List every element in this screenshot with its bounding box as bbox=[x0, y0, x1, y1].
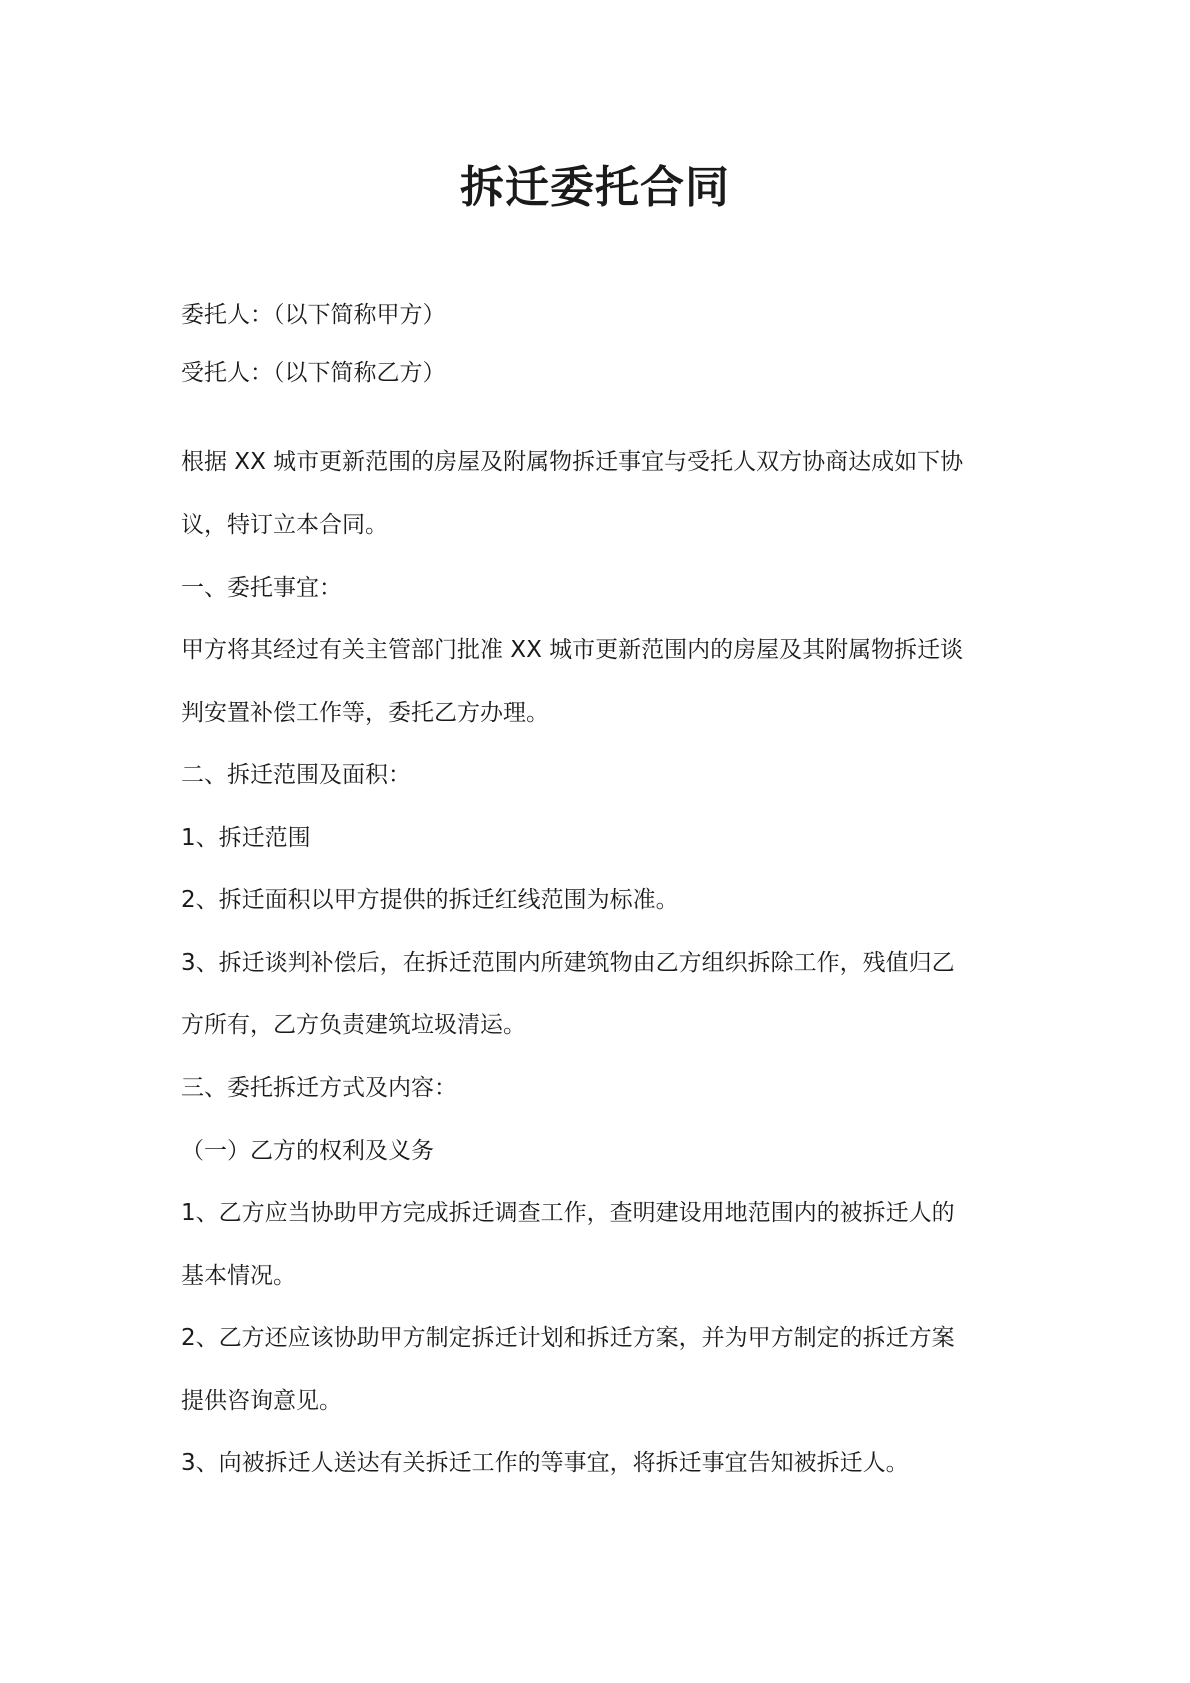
section-1-line-2: 判安置补偿工作等，委托乙方办理。 bbox=[181, 700, 549, 726]
section-heading-3: 三、委托拆迁方式及内容： bbox=[181, 1075, 457, 1101]
section-3-item-2-line-1: 2、乙方还应该协助甲方制定拆迁计划和拆迁方案，并为甲方制定的拆迁方案 bbox=[181, 1325, 955, 1351]
section-3-item-2-line-2: 提供咨询意见。 bbox=[181, 1388, 342, 1414]
principal-line: 委托人：（以下简称甲方） bbox=[181, 302, 446, 328]
section-3-item-1-line-2: 基本情况。 bbox=[181, 1263, 296, 1289]
document-title: 拆迁委托合同 bbox=[460, 162, 730, 213]
subsection-heading: （一）乙方的权利及义务 bbox=[181, 1138, 434, 1164]
agent-line: 受托人：（以下简称乙方） bbox=[181, 360, 446, 386]
section-2-item-2: 2、拆迁面积以甲方提供的拆迁红线范围为标准。 bbox=[181, 887, 679, 913]
section-3-item-1-line-1: 1、乙方应当协助甲方完成拆迁调查工作，查明建设用地范围内的被拆迁人的 bbox=[181, 1200, 955, 1226]
section-2-item-3-line-1: 3、拆迁谈判补偿后，在拆迁范围内所建筑物由乙方组织拆除工作，残值归乙 bbox=[181, 950, 955, 976]
section-heading-2: 二、拆迁范围及面积： bbox=[181, 762, 411, 788]
section-1-line-1: 甲方将其经过有关主管部门批准 XX 城市更新范围内的房屋及其附属物拆迁谈 bbox=[181, 637, 964, 663]
preamble-line-2: 议，特订立本合同。 bbox=[181, 512, 388, 538]
preamble-line-1: 根据 XX 城市更新范围的房屋及附属物拆迁事宜与受托人双方协商达成如下协 bbox=[181, 449, 964, 475]
section-heading-1: 一、委托事宜： bbox=[181, 575, 342, 601]
section-3-item-3: 3、向被拆迁人送达有关拆迁工作的等事宜，将拆迁事宜告知被拆迁人。 bbox=[181, 1450, 909, 1476]
section-2-item-1: 1、拆迁范围 bbox=[181, 825, 311, 851]
section-2-item-3-line-2: 方所有，乙方负责建筑垃圾清运。 bbox=[181, 1012, 526, 1038]
